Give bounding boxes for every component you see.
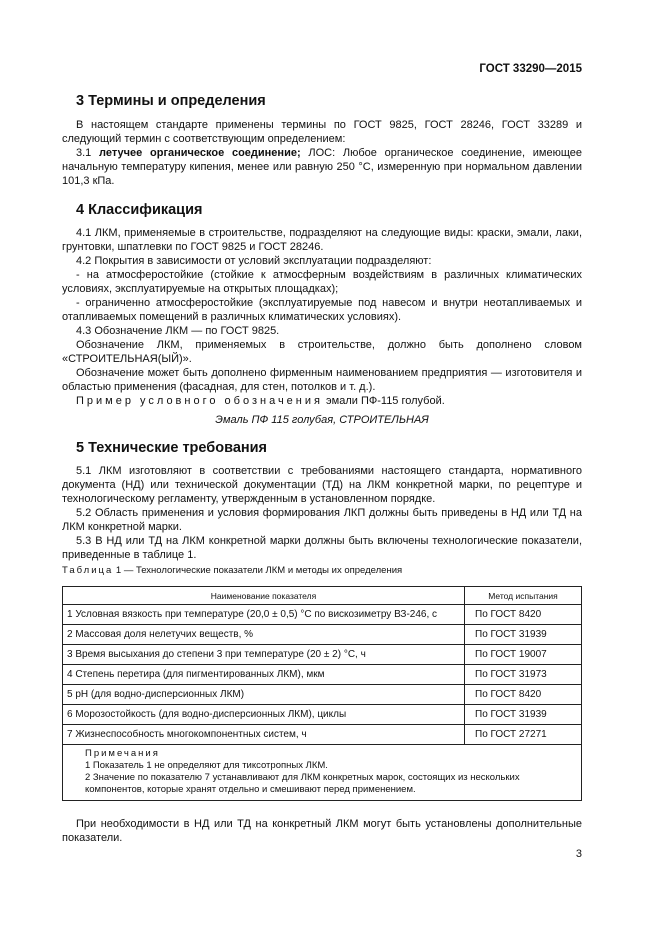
page-number: 3 [575, 848, 582, 860]
row-name: 4 Степень перетира (для пигментированных ЛКМ), мкм [63, 665, 465, 685]
section-5-title: 5 Технические требования [76, 440, 268, 456]
table-row [63, 705, 582, 725]
para-4-3: 4.3 Обозначение ЛКМ — по ГОСТ 9825. [76, 325, 280, 337]
para-5-2: 5.2 Область применения и условия формирования ЛКП должны быть приведены в НД или ТД на ЛКМ конкретной марки. [62, 507, 582, 534]
note-2: 2 Значение по показателю 7 устанавливают для ЛКМ конкретных марок, состоящих из нескольких компонентов, которые хранят отдельно и смешивают перед применением. [85, 772, 520, 795]
row-method: По ГОСТ 19007 [465, 645, 582, 665]
example-designation: Эмаль ПФ 115 голубая, СТРОИТЕЛЬНАЯ [215, 414, 429, 426]
table-notes [63, 745, 582, 801]
para-5-3: 5.3 В НД или ТД на ЛКМ конкретной марки должны быть включены технологические показатели, приведенные в таблице 1. [62, 535, 582, 562]
table-notes-row [63, 745, 582, 801]
table-row [63, 685, 582, 705]
table-row [63, 625, 582, 645]
final-paragraph: При необходимости в НД или ТД на конкретный ЛКМ могут быть установлены дополнительные показатели. [62, 818, 582, 845]
para-4-2-a: - на атмосферостойкие (стойкие к атмосферным воздействиям в различных климатических условиях, эксплуатируемые на открытых площадках); [62, 269, 582, 296]
para-5-1: 5.1 ЛКМ изготовляют в соответствии с требованиями настоящего стандарта, нормативного документа (НД) или технической документации (ТД) на ЛКМ конкретной марки, по рецептуре и технологическому регламенту, утвержденным в установленном порядке. [62, 465, 582, 506]
table-caption-text: 1 — Технологические показатели ЛКМ и методы их определения [115, 565, 403, 576]
term-definition [62, 146, 582, 188]
para-4-1: 4.1 ЛКМ, применяемые в строительстве, подразделяют на следующие виды: краски, эмали, лаки, грунтовки, шпатлевки по ГОСТ 9825 и ГОСТ 28246. [62, 227, 582, 254]
row-method: По ГОСТ 31939 [465, 625, 582, 645]
indicators-table [62, 586, 582, 801]
table-header-row [63, 587, 582, 605]
row-name: 7 Жизнеспособность многокомпонентных систем, ч [63, 725, 465, 745]
section-4-title: 4 Классификация [76, 202, 203, 218]
para-4-2: 4.2 Покрытия в зависимости от условий эксплуатации подразделяют: [76, 255, 432, 267]
example-line [62, 394, 582, 408]
term-name: летучее органическое соединение; [99, 147, 301, 159]
row-name: 6 Морозостойкость (для водно-дисперсионных ЛКМ), циклы [63, 705, 465, 725]
row-method: По ГОСТ 8420 [465, 685, 582, 705]
col-header-name: Наименование показателя [63, 587, 465, 605]
term-number: 3.1 [76, 147, 92, 159]
example-text: эмали ПФ-115 голубой. [326, 395, 445, 407]
para-4-3-b: Обозначение может быть дополнено фирменным наименованием предприятия — изготовителя и областью применения (фасадная, для стен, потолков и т. д.). [62, 367, 582, 394]
term-text: ЛОС: Любое органическое соединение, имеющее начальную температуру кипения, менее или равную 250 °C, измеренную при нормальном давлении 101,3 кПа. [62, 147, 582, 188]
example-label: Пример условного обозначения [76, 395, 323, 407]
row-name: 2 Массовая доля нелетучих веществ, % [63, 625, 465, 645]
row-method: По ГОСТ 31973 [465, 665, 582, 685]
row-name: 5 pH (для водно-дисперсионных ЛКМ) [63, 685, 465, 705]
section-3-intro: В настоящем стандарте применены термины по ГОСТ 9825, ГОСТ 28246, ГОСТ 33289 и следующий термин с соответствующим определением: [62, 119, 582, 146]
row-method: По ГОСТ 27271 [465, 725, 582, 745]
note-1: 1 Показатель 1 не определяют для тиксотропных ЛКМ. [85, 760, 328, 771]
table-row [63, 665, 582, 685]
para-4-2-b: - ограниченно атмосферостойкие (эксплуатируемые под навесом и внутри неотапливаемых и отапливаемых помещений в различных климатических условиях). [62, 297, 582, 324]
para-4-3-a: Обозначение ЛКМ, применяемых в строительстве, должно быть дополнено словом «СТРОИТЕЛЬНАЯ(ЫЙ)». [62, 339, 582, 366]
table-row [63, 605, 582, 625]
table-caption [62, 565, 402, 576]
section-3-title: 3 Термины и определения [76, 93, 266, 109]
table-row [63, 645, 582, 665]
row-method: По ГОСТ 8420 [465, 605, 582, 625]
document-id: ГОСТ 33290—2015 [479, 63, 582, 75]
row-name: 3 Время высыхания до степени 3 при температуре (20 ± 2) °C, ч [63, 645, 465, 665]
row-name: 1 Условная вязкость при температуре (20,0 ± 0,5) °C по вискозиметру ВЗ-246, с [63, 605, 465, 625]
table-row [63, 725, 582, 745]
table-caption-label: Таблица [62, 565, 114, 576]
col-header-method: Метод испытания [465, 587, 582, 605]
notes-title: Примечания [85, 748, 160, 759]
row-method: По ГОСТ 31939 [465, 705, 582, 725]
